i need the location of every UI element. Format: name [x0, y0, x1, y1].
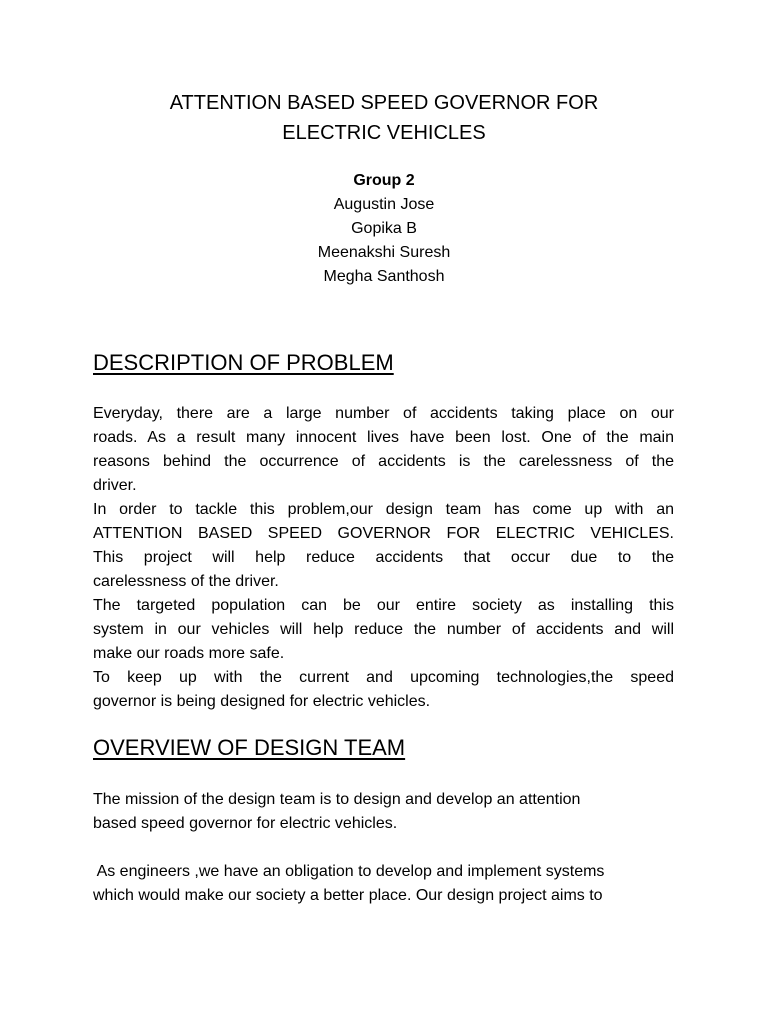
- paragraph-line: driver.: [93, 477, 137, 494]
- paragraph-line: Everyday, there are a large number of accidents taking place on our: [93, 405, 674, 422]
- paragraph-line: The targeted population can be our entire society as installing this: [93, 597, 674, 614]
- document-title: [60, 88, 708, 148]
- paragraph-line: governor is being designed for electric vehicles.: [93, 693, 431, 710]
- title-line-2: ELECTRIC VEHICLES: [282, 122, 486, 144]
- problem-paragraph: [93, 402, 674, 714]
- paragraph-line: The mission of the design team is to design and develop an attention: [93, 791, 581, 808]
- paragraph-line: In order to tackle this problem,our design team has come up with an: [93, 501, 674, 518]
- group-label: Group 2: [353, 172, 415, 189]
- author-block: [184, 169, 584, 289]
- paragraph-line: system in our vehicles will help reduce the number of accidents and will: [93, 621, 674, 638]
- mission-paragraph: [93, 788, 674, 836]
- problem-heading: DESCRIPTION OF PROBLEM: [93, 350, 394, 375]
- paragraph-line: based speed governor for electric vehicles.: [93, 815, 398, 832]
- title-line-1: ATTENTION BASED SPEED GOVERNOR FOR: [169, 92, 599, 114]
- author-name: Gopika B: [351, 220, 417, 237]
- paragraph-line: carelessness of the driver.: [93, 573, 279, 590]
- paragraph-line: which would make our society a better place. Our design project aims to: [93, 887, 603, 904]
- author-name: Augustin Jose: [333, 196, 435, 213]
- engineers-paragraph: [93, 860, 674, 908]
- paragraph-line: To keep up with the current and upcoming technologies,the speed: [93, 669, 674, 686]
- author-name: Meenakshi Suresh: [317, 244, 451, 261]
- team-heading: OVERVIEW OF DESIGN TEAM: [93, 735, 406, 760]
- paragraph-line: This project will help reduce accidents that occur due to the: [93, 549, 674, 566]
- author-name: Megha Santhosh: [323, 268, 445, 285]
- paragraph-line: As engineers ,we have an obligation to develop and implement systems: [93, 863, 605, 880]
- paragraph-line: roads. As a result many innocent lives have been lost. One of the main: [93, 429, 674, 446]
- paragraph-line: reasons behind the occurrence of accidents is the carelessness of the: [93, 453, 674, 470]
- paragraph-line: make our roads more safe.: [93, 645, 285, 662]
- paragraph-line: ATTENTION BASED SPEED GOVERNOR FOR ELECTRIC VEHICLES.: [93, 525, 674, 542]
